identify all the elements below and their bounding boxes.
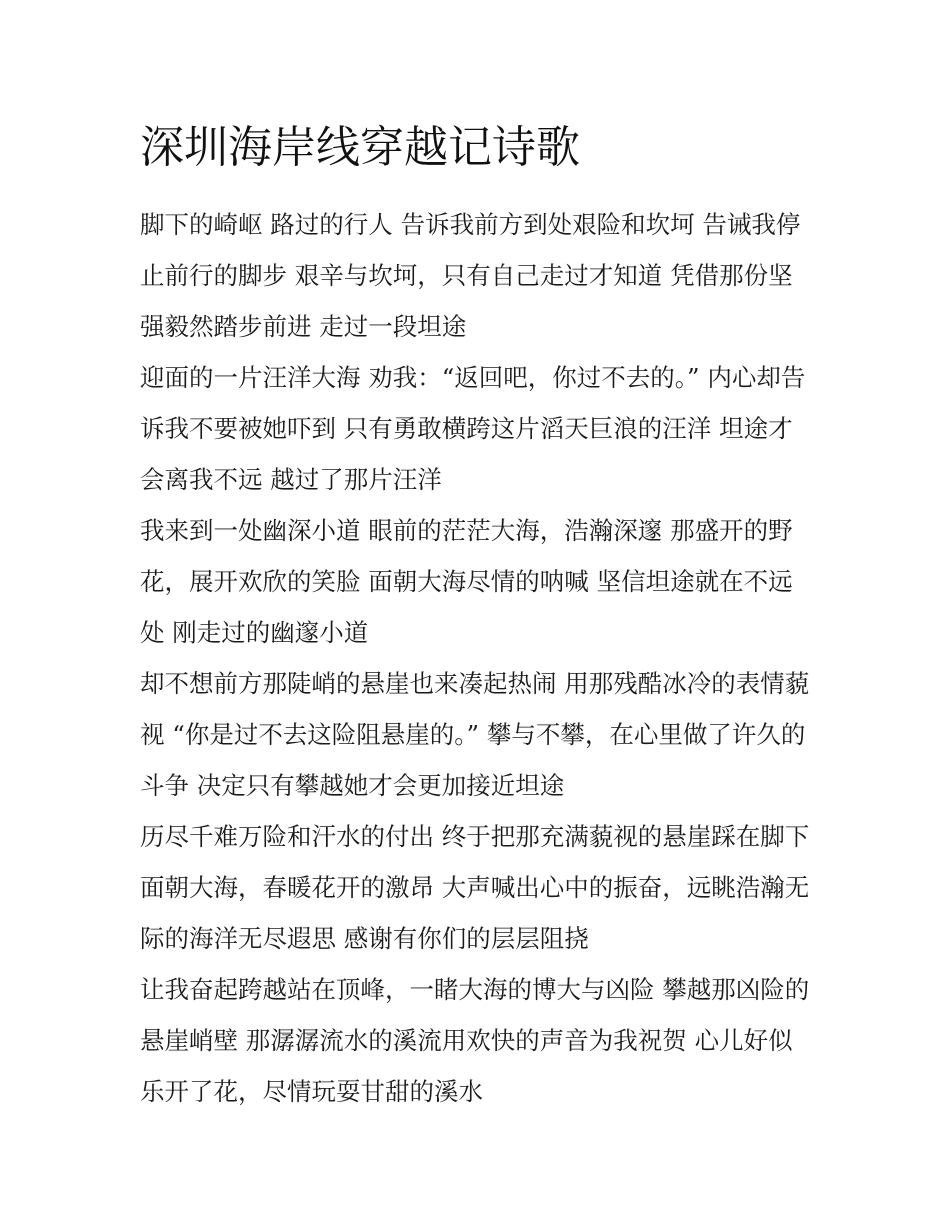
poem-paragraph: 历尽千难万险和汗水的付出 终于把那充满藐视的悬崖踩在脚下 面朝大海，春暖花开的激昂 大声喊出心中的振奋，远眺浩瀚无际的海洋无尽遐思 感谢有你们的层层阻挠 (140, 822, 810, 953)
poem-paragraph: 迎面的一片汪洋大海 劝我：“返回吧，你过不去的。” 内心却告诉我不要被她吓到 只有勇敢横跨这片滔天巨浪的汪洋 坦途才会离我不远 越过了那片汪洋 (140, 363, 806, 494)
poem-body (140, 199, 810, 1117)
poem-paragraph: 让我奋起跨越站在顶峰，一睹大海的博大与凶险 攀越那凶险的悬崖峭壁 那潺潺流水的溪流用欢快的声音为我祝贺 心儿好似乐开了花，尽情玩耍甘甜的溪水 (140, 975, 810, 1106)
poem-paragraph: 我来到一处幽深小道 眼前的茫茫大海，浩瀚深邃 那盛开的野花，展开欢欣的笑脸 面朝大海尽情的呐喊 坚信坦途就在不远处 刚走过的幽邃小道 (140, 516, 793, 647)
poem-paragraph: 却不想前方那陡峭的悬崖也来凑起热闹 用那残酷冰冷的表情藐视 “你是过不去这险阻悬崖的。” 攀与不攀，在心里做了许久的斗争 决定只有攀越她才会更加接近坦途 (140, 669, 810, 800)
poem-paragraph: 脚下的崎岖 路过的行人 告诉我前方到处艰险和坎坷 告诫我停止前行的脚步 艰辛与坎坷，只有自己走过才知道 凭借那份坚强毅然踏步前进 走过一段坦途 (140, 210, 801, 341)
page-title: 深圳海岸线穿越记诗歌 (140, 122, 580, 173)
